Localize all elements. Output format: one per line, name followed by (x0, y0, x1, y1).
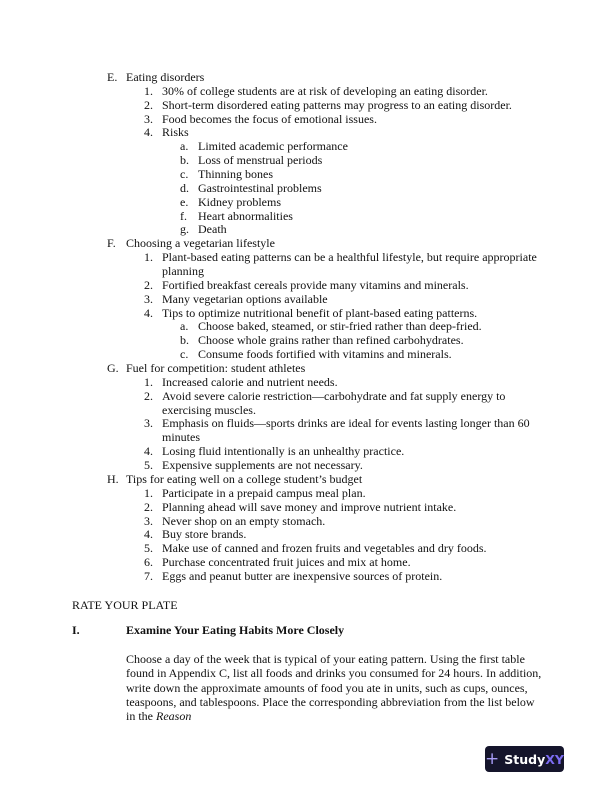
list-item (0, 251, 612, 279)
list-marker: 4. (144, 527, 153, 542)
section-number: I. (72, 623, 80, 637)
studyxy-logo (485, 746, 564, 772)
logo-prefix: Study (504, 751, 546, 767)
sub-list-item (0, 210, 612, 224)
rate-your-plate-heading: RATE YOUR PLATE (72, 598, 178, 612)
list-text: Never shop on an empty stomach. (162, 513, 326, 528)
list-text: Loss of menstrual periods (198, 153, 323, 168)
list-text: Tips for eating well on a college student’s budget (126, 471, 363, 486)
list-text: Consume foods fortified with vitamins and minerals. (198, 347, 452, 362)
list-text: Heart abnormalities (198, 208, 293, 223)
outline-list (0, 71, 612, 584)
list-item (0, 417, 612, 445)
list-marker: e. (180, 194, 189, 209)
list-text: Losing fluid intentionally is an unhealthy practice. (162, 444, 405, 459)
list-text: Kidney problems (198, 194, 281, 209)
list-text: Plant-based eating patterns can be a healthful lifestyle, but require appropriate planning (162, 250, 537, 279)
list-text: Choosing a vegetarian lifestyle (126, 236, 275, 251)
list-item (0, 528, 612, 542)
list-text: Expensive supplements are not necessary. (162, 458, 363, 473)
list-text: Choose whole grains rather than refined carbohydrates. (198, 333, 464, 348)
list-text: Food becomes the focus of emotional issues. (162, 111, 377, 126)
list-marker: 1. (144, 83, 153, 98)
list-item (0, 515, 612, 529)
sub-list-item (0, 320, 612, 334)
plus-icon: + (485, 748, 500, 769)
list-item (0, 307, 612, 321)
section-title: Examine Your Eating Habits More Closely (126, 623, 345, 637)
list-marker: 3. (144, 416, 153, 431)
sub-list-item (0, 334, 612, 348)
list-marker: 2. (144, 388, 153, 403)
sub-list-item (0, 140, 612, 154)
list-marker: H. (107, 471, 119, 486)
list-item (0, 85, 612, 99)
list-item (0, 570, 612, 584)
list-marker: 2. (144, 97, 153, 112)
list-text: Fuel for competition: student athletes (126, 361, 306, 376)
list-marker: 2. (144, 277, 153, 292)
outline-section (0, 237, 612, 251)
list-marker: 1. (144, 250, 153, 265)
logo-suffix: XY (545, 751, 564, 767)
list-item (0, 113, 612, 127)
outline-section (0, 362, 612, 376)
list-item (0, 459, 612, 473)
instruction-paragraph (126, 652, 542, 723)
paragraph-italic: Reason (156, 709, 192, 724)
list-text: 30% of college students are at risk of developing an eating disorder. (162, 83, 488, 98)
sub-list-item (0, 154, 612, 168)
list-marker: 1. (144, 374, 153, 389)
list-item (0, 501, 612, 515)
list-marker: G. (107, 361, 119, 376)
list-text: Make use of canned and frozen fruits and vegetables and dry foods. (162, 541, 487, 556)
list-marker: 3. (144, 291, 153, 306)
sub-list-item (0, 196, 612, 210)
list-text: Fortified breakfast cereals provide many vitamins and minerals. (162, 277, 469, 292)
list-text: Avoid severe calorie restriction—carbohydrate and fat supply energy to exercising muscles. (162, 388, 506, 417)
list-marker: c. (180, 167, 189, 182)
list-item (0, 487, 612, 501)
list-item (0, 99, 612, 113)
list-marker: 6. (144, 555, 153, 570)
list-item (0, 445, 612, 459)
list-marker: a. (180, 139, 189, 154)
list-text: Eating disorders (126, 70, 205, 84)
list-text: Risks (162, 125, 189, 140)
list-text: Gastrointestinal problems (198, 180, 322, 195)
list-marker: 4. (144, 305, 153, 320)
list-marker: 7. (144, 568, 153, 583)
sub-list-item (0, 182, 612, 196)
list-text: Choose baked, steamed, or stir-fried rather than deep-fried. (198, 319, 482, 334)
list-marker: a. (180, 319, 189, 334)
list-item (0, 293, 612, 307)
list-marker: b. (180, 333, 189, 348)
outline-section (0, 71, 612, 85)
paragraph-text: Choose a day of the week that is typical of your eating pattern. Using the first table found in Appendix C, list all foods and drinks you consumed for 24 hours. In addition, write down the approximate amounts of food you ate in units, such as cups, ounces, teaspoons, and tablespoons. Place the corresponding abbreviation from the list below in the (126, 652, 542, 724)
list-text: Planning ahead will save money and improve nutrient intake. (162, 499, 457, 514)
list-marker: 5. (144, 541, 153, 556)
list-text: Death (198, 222, 227, 237)
list-marker: b. (180, 153, 189, 168)
list-text: Short-term disordered eating patterns may progress to an eating disorder. (162, 97, 512, 112)
sub-list-item (0, 223, 612, 237)
list-text: Purchase concentrated fruit juices and mix at home. (162, 555, 411, 570)
list-marker: f. (180, 208, 187, 223)
list-text: Increased calorie and nutrient needs. (162, 374, 338, 389)
list-marker: E. (107, 70, 118, 84)
list-item (0, 556, 612, 570)
list-text: Thinning bones (198, 167, 273, 182)
list-text: Eggs and peanut butter are inexpensive sources of protein. (162, 568, 443, 583)
list-item (0, 279, 612, 293)
list-marker: 4. (144, 444, 153, 459)
list-marker: 5. (144, 458, 153, 473)
list-text: Limited academic performance (198, 139, 348, 154)
list-text: Participate in a prepaid campus meal plan. (162, 485, 366, 500)
list-marker: 1. (144, 485, 153, 500)
list-item (0, 126, 612, 140)
list-text: Many vegetarian options available (162, 291, 328, 306)
list-marker: g. (180, 222, 189, 237)
list-marker: 2. (144, 499, 153, 514)
list-marker: F. (107, 236, 116, 251)
list-item (0, 390, 612, 418)
list-item (0, 376, 612, 390)
sub-list-item (0, 348, 612, 362)
sub-list-item (0, 168, 612, 182)
list-text: Tips to optimize nutritional benefit of plant-based eating patterns. (162, 305, 478, 320)
list-item (0, 542, 612, 556)
list-text: Buy store brands. (162, 527, 247, 542)
list-marker: 4. (144, 125, 153, 140)
outline-section (0, 473, 612, 487)
list-marker: c. (180, 347, 189, 362)
list-marker: d. (180, 180, 189, 195)
list-text: Emphasis on fluids—sports drinks are ideal for events lasting longer than 60 minutes (162, 416, 530, 445)
list-marker: 3. (144, 111, 153, 126)
list-marker: 3. (144, 513, 153, 528)
